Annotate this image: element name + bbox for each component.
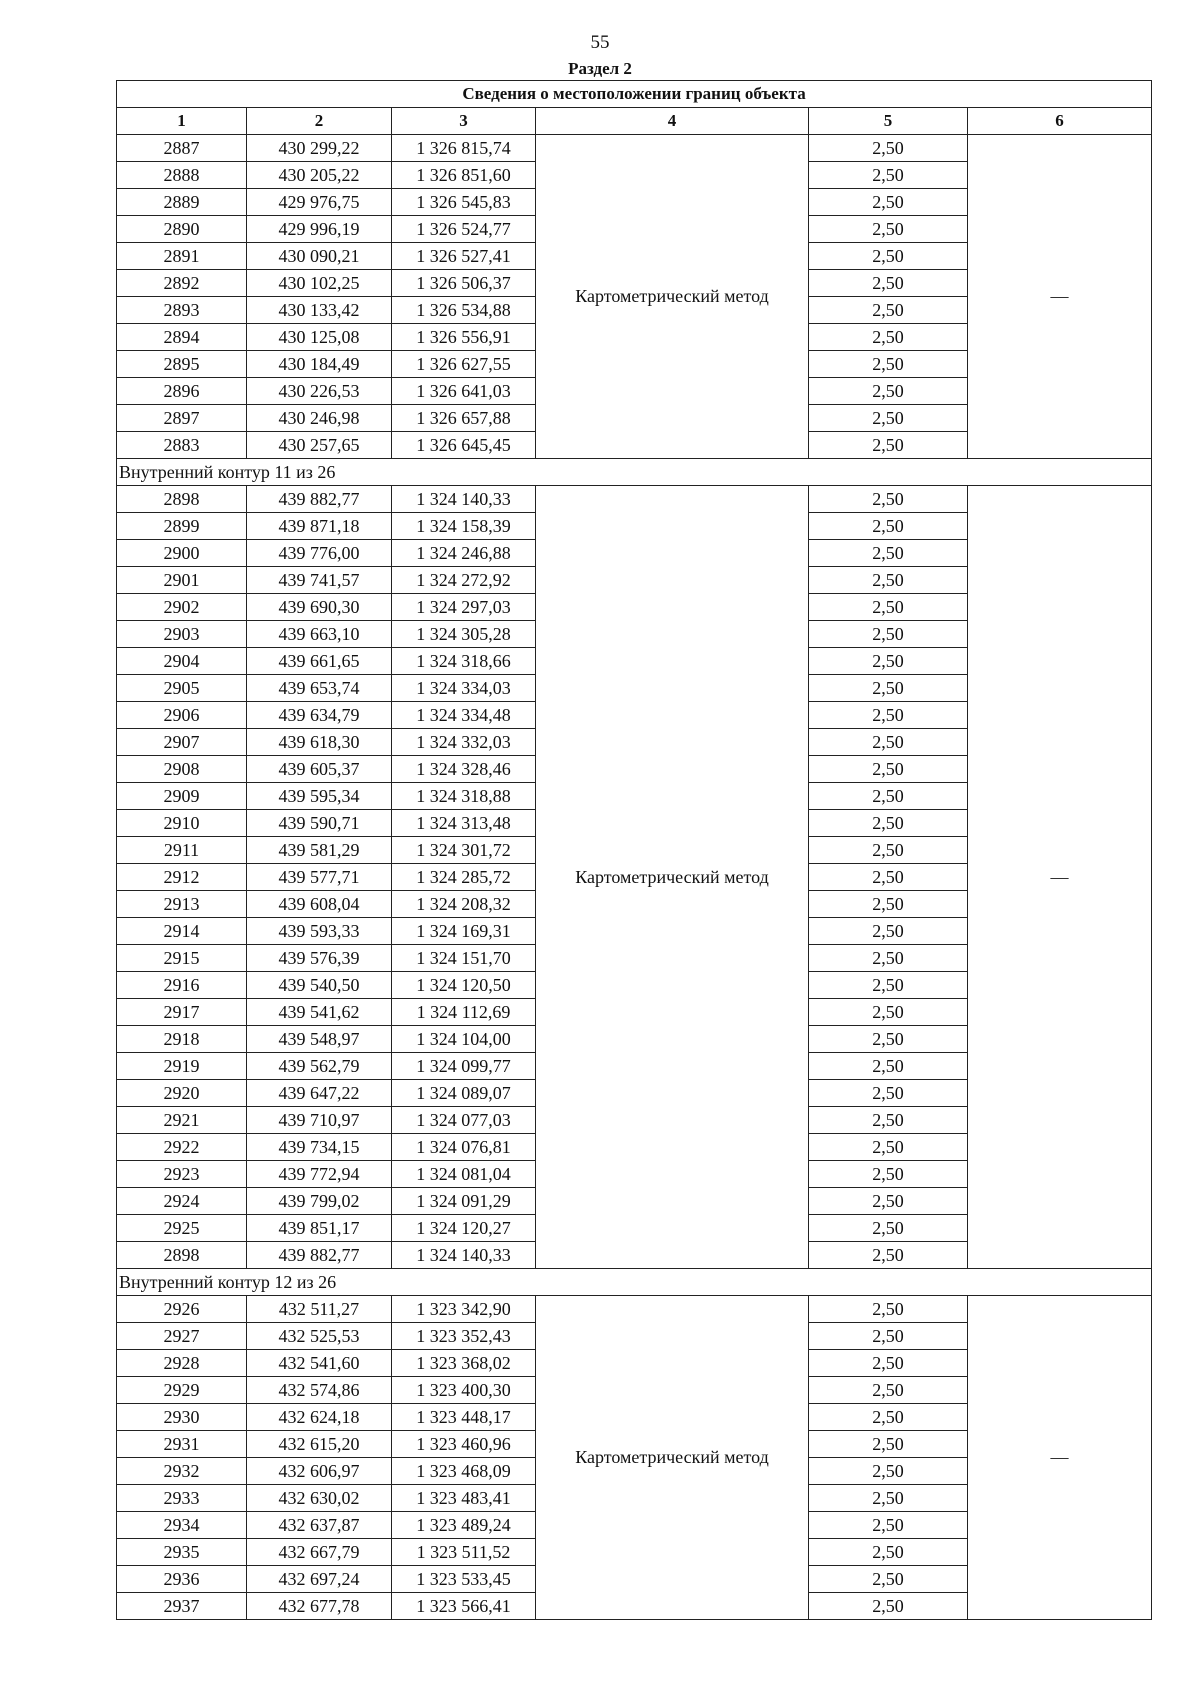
point-number: 2935 [117,1539,247,1566]
point-number: 2925 [117,1215,247,1242]
accuracy-value: 2,50 [809,1296,968,1323]
coord-y: 1 324 301,72 [392,837,536,864]
accuracy-value: 2,50 [809,486,968,513]
coord-x: 439 799,02 [247,1188,392,1215]
point-number: 2914 [117,918,247,945]
accuracy-value: 2,50 [809,162,968,189]
coord-x: 432 630,02 [247,1485,392,1512]
accuracy-value: 2,50 [809,1134,968,1161]
coord-y: 1 323 566,41 [392,1593,536,1620]
point-number: 2937 [117,1593,247,1620]
accuracy-value: 2,50 [809,135,968,162]
coord-y: 1 323 368,02 [392,1350,536,1377]
coord-y: 1 324 285,72 [392,864,536,891]
page-number: 55 [590,32,610,53]
point-number: 2899 [117,513,247,540]
accuracy-value: 2,50 [809,378,968,405]
coord-y: 1 326 534,88 [392,297,536,324]
coord-y: 1 326 545,83 [392,189,536,216]
contour-label-row [117,459,1152,486]
coord-x: 430 257,65 [247,432,392,459]
coord-x: 439 540,50 [247,972,392,999]
point-number: 2889 [117,189,247,216]
column-header: 2 [247,108,392,135]
accuracy-value: 2,50 [809,540,968,567]
coord-y: 1 324 297,03 [392,594,536,621]
point-number: 2920 [117,1080,247,1107]
coord-y: 1 323 468,09 [392,1458,536,1485]
coord-y: 1 324 081,04 [392,1161,536,1188]
accuracy-value: 2,50 [809,1242,968,1269]
accuracy-value: 2,50 [809,1458,968,1485]
accuracy-value: 2,50 [809,270,968,297]
coord-y: 1 323 342,90 [392,1296,536,1323]
coord-y: 1 323 352,43 [392,1323,536,1350]
table-caption: Сведения о местоположении границ объекта [117,81,1152,108]
coord-y: 1 326 815,74 [392,135,536,162]
coord-x: 439 590,71 [247,810,392,837]
coord-y: 1 324 112,69 [392,999,536,1026]
coord-y: 1 324 328,46 [392,756,536,783]
accuracy-value: 2,50 [809,432,968,459]
coord-x: 439 581,29 [247,837,392,864]
coord-y: 1 324 169,31 [392,918,536,945]
point-number: 2931 [117,1431,247,1458]
point-number: 2926 [117,1296,247,1323]
coord-y: 1 324 318,66 [392,648,536,675]
coord-x: 439 871,18 [247,513,392,540]
coord-y: 1 326 851,60 [392,162,536,189]
method-cell: Картометрический метод [536,1296,809,1620]
column-header: 3 [392,108,536,135]
point-number: 2918 [117,1026,247,1053]
point-number: 2896 [117,378,247,405]
accuracy-value: 2,50 [809,918,968,945]
column-header: 4 [536,108,809,135]
accuracy-value: 2,50 [809,1215,968,1242]
coord-y: 1 324 334,48 [392,702,536,729]
coord-x: 430 125,08 [247,324,392,351]
column-header-row [117,108,1152,135]
coord-x: 439 618,30 [247,729,392,756]
accuracy-value: 2,50 [809,567,968,594]
point-number: 2901 [117,567,247,594]
coord-y: 1 324 158,39 [392,513,536,540]
coord-y: 1 324 313,48 [392,810,536,837]
coord-y: 1 324 318,88 [392,783,536,810]
coord-x: 432 606,97 [247,1458,392,1485]
accuracy-value: 2,50 [809,1377,968,1404]
coord-y: 1 324 076,81 [392,1134,536,1161]
coord-y: 1 326 627,55 [392,351,536,378]
method-cell: Картометрический метод [536,486,809,1269]
point-number: 2913 [117,891,247,918]
coord-x: 432 624,18 [247,1404,392,1431]
coord-y: 1 324 246,88 [392,540,536,567]
point-number: 2892 [117,270,247,297]
point-number: 2911 [117,837,247,864]
coord-x: 432 574,86 [247,1377,392,1404]
coord-x: 439 882,77 [247,486,392,513]
accuracy-value: 2,50 [809,972,968,999]
accuracy-value: 2,50 [809,702,968,729]
coord-x: 439 647,22 [247,1080,392,1107]
column-header: 5 [809,108,968,135]
coord-x: 432 615,20 [247,1431,392,1458]
section-title: Раздел 2 [568,59,632,78]
coord-y: 1 323 460,96 [392,1431,536,1458]
point-number: 2910 [117,810,247,837]
coord-x: 439 548,97 [247,1026,392,1053]
accuracy-value: 2,50 [809,324,968,351]
coord-x: 439 772,94 [247,1161,392,1188]
coord-x: 439 608,04 [247,891,392,918]
column-6-dash: — [968,135,1152,459]
coord-y: 1 324 305,28 [392,621,536,648]
coord-y: 1 324 099,77 [392,1053,536,1080]
accuracy-value: 2,50 [809,729,968,756]
coord-x: 439 562,79 [247,1053,392,1080]
accuracy-value: 2,50 [809,675,968,702]
coord-y: 1 323 400,30 [392,1377,536,1404]
coord-x: 432 677,78 [247,1593,392,1620]
coord-x: 439 576,39 [247,945,392,972]
coord-x: 439 541,62 [247,999,392,1026]
accuracy-value: 2,50 [809,783,968,810]
accuracy-value: 2,50 [809,1107,968,1134]
point-number: 2893 [117,297,247,324]
point-number: 2909 [117,783,247,810]
point-number: 2907 [117,729,247,756]
coord-y: 1 324 332,03 [392,729,536,756]
point-number: 2898 [117,486,247,513]
coord-y: 1 323 511,52 [392,1539,536,1566]
coord-x: 432 525,53 [247,1323,392,1350]
accuracy-value: 2,50 [809,1026,968,1053]
coord-y: 1 324 104,00 [392,1026,536,1053]
table-row [117,486,1152,513]
coord-x: 439 577,71 [247,864,392,891]
coord-y: 1 324 334,03 [392,675,536,702]
accuracy-value: 2,50 [809,1512,968,1539]
accuracy-value: 2,50 [809,1593,968,1620]
coord-y: 1 324 089,07 [392,1080,536,1107]
coord-x: 430 133,42 [247,297,392,324]
coord-x: 439 661,65 [247,648,392,675]
accuracy-value: 2,50 [809,864,968,891]
coord-x: 432 511,27 [247,1296,392,1323]
point-number: 2916 [117,972,247,999]
coord-y: 1 326 506,37 [392,270,536,297]
coord-y: 1 326 527,41 [392,243,536,270]
accuracy-value: 2,50 [809,891,968,918]
coord-x: 430 205,22 [247,162,392,189]
column-6-dash: — [968,1296,1152,1620]
table-row [117,1296,1152,1323]
point-number: 2929 [117,1377,247,1404]
point-number: 2888 [117,162,247,189]
coord-x: 430 184,49 [247,351,392,378]
coord-x: 439 653,74 [247,675,392,702]
coord-x: 439 663,10 [247,621,392,648]
contour-label: Внутренний контур 12 из 26 [117,1269,1152,1296]
accuracy-value: 2,50 [809,648,968,675]
point-number: 2905 [117,675,247,702]
coord-y: 1 324 272,92 [392,567,536,594]
accuracy-value: 2,50 [809,621,968,648]
coord-x: 429 996,19 [247,216,392,243]
accuracy-value: 2,50 [809,1323,968,1350]
accuracy-value: 2,50 [809,1431,968,1458]
coord-y: 1 323 533,45 [392,1566,536,1593]
method-cell: Картометрический метод [536,135,809,459]
accuracy-value: 2,50 [809,216,968,243]
coord-y: 1 324 077,03 [392,1107,536,1134]
coord-x: 430 090,21 [247,243,392,270]
point-number: 2924 [117,1188,247,1215]
coord-y: 1 323 489,24 [392,1512,536,1539]
accuracy-value: 2,50 [809,1350,968,1377]
point-number: 2897 [117,405,247,432]
column-header: 6 [968,108,1152,135]
coord-y: 1 326 641,03 [392,378,536,405]
coord-x: 439 593,33 [247,918,392,945]
contour-label: Внутренний контур 11 из 26 [117,459,1152,486]
point-number: 2890 [117,216,247,243]
coord-y: 1 326 645,45 [392,432,536,459]
point-number: 2936 [117,1566,247,1593]
column-header: 1 [117,108,247,135]
coord-y: 1 324 208,32 [392,891,536,918]
point-number: 2895 [117,351,247,378]
point-number: 2906 [117,702,247,729]
coord-x: 439 634,79 [247,702,392,729]
point-number: 2894 [117,324,247,351]
coord-x: 439 741,57 [247,567,392,594]
coord-x: 439 605,37 [247,756,392,783]
accuracy-value: 2,50 [809,594,968,621]
point-number: 2921 [117,1107,247,1134]
coord-x: 432 667,79 [247,1539,392,1566]
coord-y: 1 324 151,70 [392,945,536,972]
accuracy-value: 2,50 [809,1566,968,1593]
accuracy-value: 2,50 [809,1080,968,1107]
point-number: 2908 [117,756,247,783]
accuracy-value: 2,50 [809,513,968,540]
coord-x: 439 710,97 [247,1107,392,1134]
coord-y: 1 324 120,50 [392,972,536,999]
point-number: 2922 [117,1134,247,1161]
point-number: 2919 [117,1053,247,1080]
point-number: 2898 [117,1242,247,1269]
contour-label-row [117,1269,1152,1296]
coord-x: 430 246,98 [247,405,392,432]
point-number: 2902 [117,594,247,621]
accuracy-value: 2,50 [809,810,968,837]
accuracy-value: 2,50 [809,1539,968,1566]
accuracy-value: 2,50 [809,243,968,270]
coord-x: 430 299,22 [247,135,392,162]
coord-x: 432 697,24 [247,1566,392,1593]
point-number: 2930 [117,1404,247,1431]
coord-x: 439 882,77 [247,1242,392,1269]
boundary-coordinates-table [116,80,1152,1620]
accuracy-value: 2,50 [809,1161,968,1188]
accuracy-value: 2,50 [809,837,968,864]
coord-y: 1 326 524,77 [392,216,536,243]
accuracy-value: 2,50 [809,405,968,432]
point-number: 2923 [117,1161,247,1188]
point-number: 2932 [117,1458,247,1485]
accuracy-value: 2,50 [809,1188,968,1215]
accuracy-value: 2,50 [809,351,968,378]
point-number: 2883 [117,432,247,459]
coord-x: 439 776,00 [247,540,392,567]
coord-y: 1 324 140,33 [392,486,536,513]
point-number: 2900 [117,540,247,567]
point-number: 2917 [117,999,247,1026]
accuracy-value: 2,50 [809,999,968,1026]
coord-y: 1 326 556,91 [392,324,536,351]
point-number: 2934 [117,1512,247,1539]
accuracy-value: 2,50 [809,189,968,216]
coord-y: 1 323 483,41 [392,1485,536,1512]
column-6-dash: — [968,486,1152,1269]
coord-x: 439 851,17 [247,1215,392,1242]
coord-y: 1 323 448,17 [392,1404,536,1431]
accuracy-value: 2,50 [809,1053,968,1080]
coord-x: 432 541,60 [247,1350,392,1377]
accuracy-value: 2,50 [809,756,968,783]
coord-y: 1 324 091,29 [392,1188,536,1215]
table-row [117,135,1152,162]
coord-x: 439 734,15 [247,1134,392,1161]
point-number: 2915 [117,945,247,972]
point-number: 2891 [117,243,247,270]
point-number: 2904 [117,648,247,675]
point-number: 2933 [117,1485,247,1512]
coord-x: 439 690,30 [247,594,392,621]
point-number: 2912 [117,864,247,891]
point-number: 2903 [117,621,247,648]
coord-x: 430 226,53 [247,378,392,405]
accuracy-value: 2,50 [809,1404,968,1431]
coord-x: 429 976,75 [247,189,392,216]
accuracy-value: 2,50 [809,945,968,972]
point-number: 2887 [117,135,247,162]
point-number: 2928 [117,1350,247,1377]
coord-x: 432 637,87 [247,1512,392,1539]
point-number: 2927 [117,1323,247,1350]
coord-x: 439 595,34 [247,783,392,810]
coord-y: 1 324 140,33 [392,1242,536,1269]
accuracy-value: 2,50 [809,297,968,324]
coord-y: 1 326 657,88 [392,405,536,432]
coord-x: 430 102,25 [247,270,392,297]
accuracy-value: 2,50 [809,1485,968,1512]
coord-y: 1 324 120,27 [392,1215,536,1242]
